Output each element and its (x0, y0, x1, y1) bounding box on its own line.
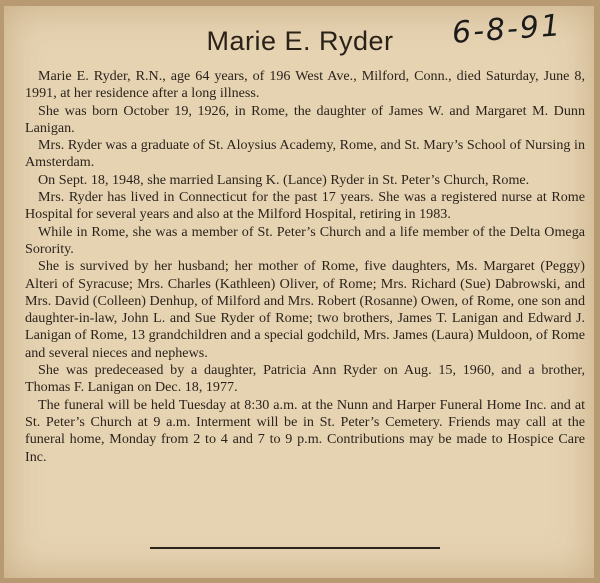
paragraph-predeceased: She was predeceased by a daughter, Patricia Ann Ryder on Aug. 15, 1960, and a brother, Thomas F. Lanigan on Dec. 18, 1977. (25, 362, 585, 396)
paragraph-career: Mrs. Ryder has lived in Connecticut for the past 17 years. She was a registered nurse at Rome Hospital for several years and also at the Milford Hospital, retiring in 1983. (25, 189, 585, 223)
paragraph-survivors: She is survived by her husband; her mother of Rome, five daughters, Ms. Margaret (Peggy) Alteri of Syracuse; Mrs. Charles (Kathleen) Oliver, of Rome; Mrs. Richard (Sue) Dabrowski, and Mrs. David (Colleen) Denhup, of Milford and Mrs. Robert (Rosanne) Owen, of Rome, one son and daughter-in-law, John L. and Sue Ryder of Rome; two brothers, James T. Lanigan and Edward J. Lanigan of Rome, 13 grandchildren and a special godchild, Mrs. James (Laura) Muldoon, of Rome and several nieces and nephews. (25, 258, 585, 361)
divider-rule (150, 547, 440, 549)
obituary-body (25, 68, 585, 466)
paragraph-memberships: While in Rome, she was a member of St. Peter’s Church and a life member of the Delta Omega Sorority. (25, 223, 585, 257)
paragraph-funeral: The funeral will be held Tuesday at 8:30 a.m. at the Nunn and Harper Funeral Home Inc. and at St. Peter’s Church at 9 a.m. Interment will be in St. Peter’s Cemetery. Friends may call at the funeral home, Monday from 2 to 4 and 7 to 9 p.m. Contributions may be made to Hospice Care Inc. (25, 396, 585, 465)
paragraph-birth: She was born October 19, 1926, in Rome, the daughter of James W. and Margaret M. Dunn Lanigan. (25, 102, 585, 136)
handwritten-date: 6-8-91 (450, 8, 564, 51)
paragraph-education: Mrs. Ryder was a graduate of St. Aloysius Academy, Rome, and St. Mary’s School of Nursing in Amsterdam. (25, 137, 585, 171)
paragraph-marriage: On Sept. 18, 1948, she married Lansing K. (Lance) Ryder in St. Peter’s Church, Rome. (38, 171, 530, 188)
obituary-headline: Marie E. Ryder (206, 26, 394, 56)
paragraph-death-notice: Marie E. Ryder, R.N., age 64 years, of 196 West Ave., Milford, Conn., died Saturday, June 8, 1991, at her residence after a long illness. (25, 68, 585, 102)
